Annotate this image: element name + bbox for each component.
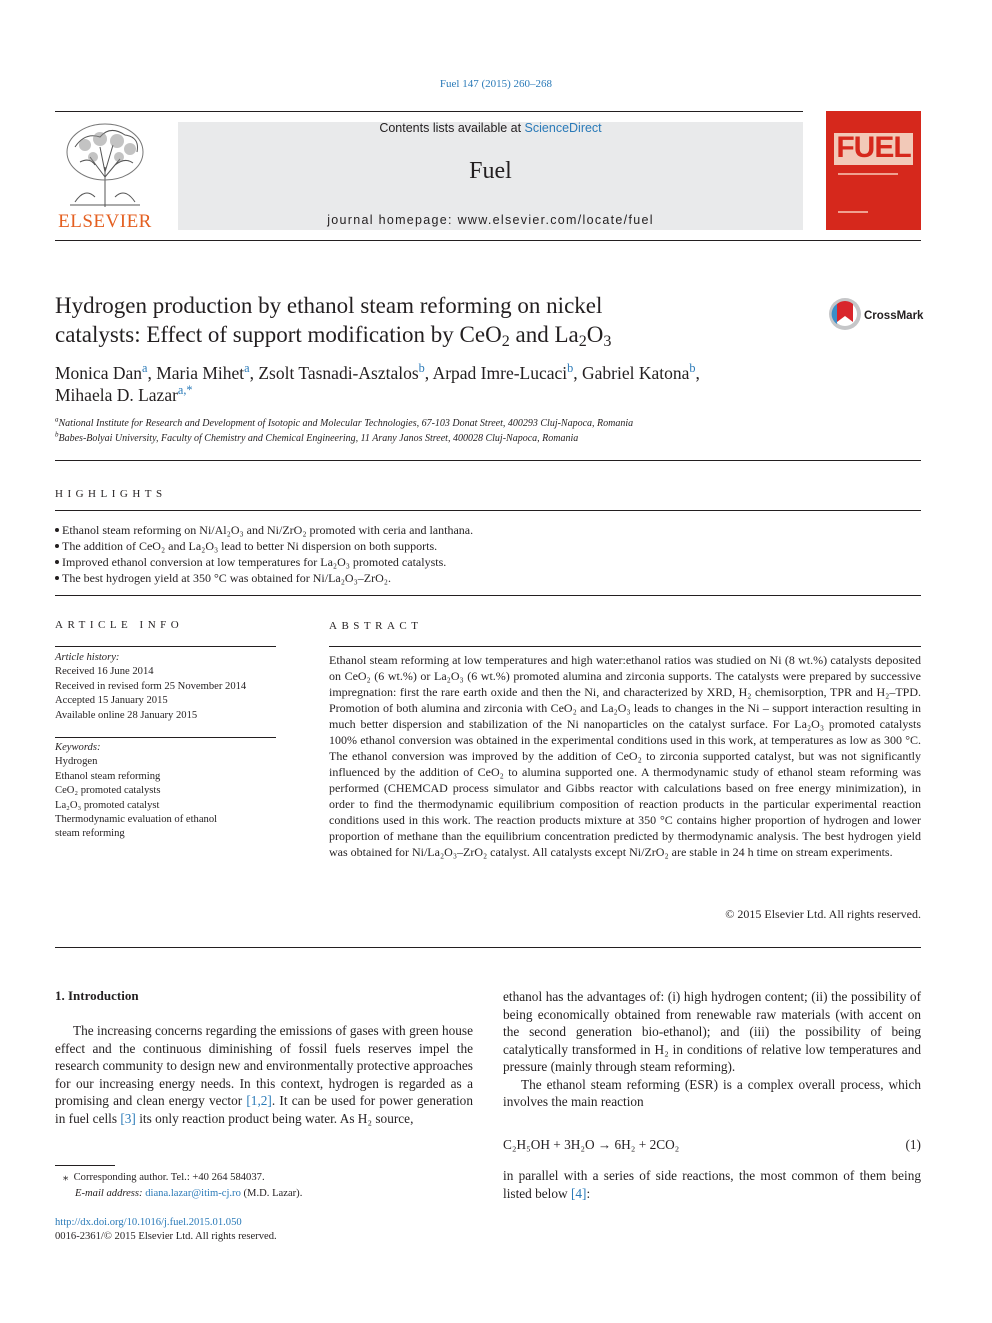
keyword-item: La₂O₃ promoted catalyst [55,799,160,811]
highlights-rule [55,510,921,511]
keyword-item: steam reforming [55,828,125,840]
email-note: E-mail address: diana.lazar@itim-cj.ro (M.D. Lazar). [75,1188,303,1199]
article-info-heading: ARTICLE INFO [55,619,184,631]
author-affiliation-marker[interactable]: a,* [177,383,193,398]
citation-link[interactable]: [4] [570,1185,587,1201]
title-line-1: Hydrogen production by ethanol steam reforming on nickel [55,293,603,318]
highlights-list [55,522,921,586]
highlight-item: Improved ethanol conversion at low temperatures for La₂O₃ promoted catalysts. [55,554,921,570]
abstract-text: Ethanol steam reforming at low temperatures and high water:ethanol ratios was studied on Ni (8 wt.%) catalysts deposited on CeO₂ (6 wt.%) or La₂O₃ (6 wt.%) promoted alumina and zirconia supports. The catalysts were prepared by successive impregnation: first the rare earth oxide and then the Ni, and characterized by XRD, H₂ chemisorption, TPR and H₂–TPD. Promotion of both alumina and zirconia with CeO₂ and La₂O₃ leads to changes in the Ni – support interaction resulting in much better dispersion and stabilization of the Ni nanoparticles on the catalyst surface. For La₂O₃ promoted catalysts 100% ethanol conversion was obtained in the experimental conditions used in this work, at temperatures as low as 300 °C. The ethanol conversion was improved by the addition of CeO₂ to zirconia supported catalyst, but was not significantly influenced by the addition of CeO₂ to alumina supported one. A thermodynamic study of ethanol steam reforming was performed (CHEMCAD process simulator and Gibbs reactor with calculations based on free energy minimization), in order to find the thermodynamic equilibrium composition of reaction products in the particular experimental reaction conditions used in this work. The reaction products mixture at 350 °C contains higher proportion of hydrogen and lower proportion of methane than the equilibrium concentration predicted by thermodynamic analysis. The best hydrogen yield was obtained for Ni/La₂O₃–ZrO₂ catalyst. All catalysts except Ni/ZrO₂ are stable in 24 h time on stream experiments. [329,653,921,859]
author-list: Monica Dan$^a$, Maria Mihet$^a$, Zsolt Tasnadi-Asztalos$^b$, Arpad Imre-Lucaci$^b$, Gabriel Katona$^b$, Mihaela D. Lazar$^{a,*}$ [55,361,700,405]
keywords-rule [55,737,276,738]
crossmark-label: CrossMark [864,310,924,322]
author-affiliation-marker[interactable]: a [142,361,148,376]
footnotes [55,1170,475,1202]
bullet-icon [55,544,59,548]
article-history [55,651,285,723]
abstract-heading: ABSTRACT [329,620,423,632]
highlights-bottom-rule [55,595,921,596]
history-item: Available online 28 January 2015 [55,709,198,721]
keyword-item: Hydrogen [55,756,98,768]
keyword-item: Thermodynamic evaluation of ethanol [55,814,218,826]
keyword-item: Ethanol steam reforming [55,770,161,782]
highlights-heading: HIGHLIGHTS [55,488,167,500]
abstract-rule [329,646,921,647]
author-name[interactable]: Gabriel Katona [582,363,690,383]
paragraph: in parallel with a series of side reactions, the most common of them being listed below [4]: [503,1168,921,1201]
author-name[interactable]: Zsolt Tasnadi-Asztalos [258,363,419,383]
title-line-2: catalysts: Effect of support modification by CeO$_2$ and $La_2O_3$ [55,322,612,351]
journal-homepage [178,213,803,227]
author-affiliation-marker[interactable]: b [689,361,696,376]
elsevier-wordmark: ELSEVIER [58,211,152,232]
author-name[interactable]: Monica Dan [55,363,142,383]
contents-prefix: Contents lists available at [379,121,525,135]
header-bottom-rule [55,240,921,241]
sciencedirect-link[interactable]: ScienceDirect [524,121,602,135]
affiliation-b: $^b$Babes-Bolyai University, Faculty of Chemistry and Chemical Engineering, 11 Arany Janos Street, 400028 Cluj-Napoca, Romania [55,430,579,444]
journal-cover-image [826,111,921,230]
journal-reference-link[interactable]: Fuel 147 (2015) 260–268 [439,78,553,90]
paragraph: ethanol has the advantages of: (i) high hydrogen content; (ii) the possibility of being economically obtained from renewable raw materials (with accent on the second generation bio-ethanol); and (iii) the possibility of being catalytically transformed in H₂ in conditions of relative low temperatures and pressure (mainly through steam reforming). [503,989,921,1074]
highlight-item: The addition of CeO₂ and La₂O₃ lead to better Ni dispersion on both supports. [55,538,921,554]
equation-number: (1) [905,1137,921,1152]
article-title [55,291,755,349]
abstract-bottom-rule [55,947,921,948]
keyword-item: CeO₂ promoted catalysts [55,785,161,797]
history-item: Received in revised form 25 November 2014 [55,680,247,692]
affiliation-a: $^a$National Institute for Research and Development of Isotopic and Molecular Technologies, 67-103 Donat Street, 400293 Cluj-Napoca, Romania [55,415,634,429]
citation-link[interactable]: [3] [120,1110,136,1126]
citation-link[interactable]: [1,2] [246,1093,272,1108]
author-affiliation-marker[interactable]: b [418,361,425,376]
author-name[interactable]: Arpad Imre-Lucaci [432,363,568,383]
reaction-equation: C₂H₅OH + 3H₂O → 6H₂ + 2CO₂ [503,1137,680,1152]
asterisk-icon: ⁎ [63,1172,69,1183]
contents-availability [178,121,803,135]
header-top-rule [55,111,803,112]
history-item: Received 16 June 2014 [55,666,154,678]
history-label: Article history: [55,652,120,663]
bullet-icon [55,560,59,564]
cover-title: FUEL [836,131,911,164]
article-info-rule [55,646,276,647]
homepage-url-link[interactable]: www.elsevier.com/locate/fuel [457,213,654,227]
introduction-left-column [55,1022,473,1127]
author-name[interactable]: Mihaela D. Lazar [55,385,178,405]
highlight-item: The best hydrogen yield at 350 °C was obtained for Ni/La₂O₃–ZrO₂. [55,570,921,586]
section-divider [55,460,921,461]
crossmark-icon [827,296,863,332]
keywords-label: Keywords: [55,742,101,753]
introduction-right-column [503,988,921,1111]
bullet-icon [55,528,59,532]
corresponding-author-note: ⁎ Corresponding author. Tel.: +40 264 584037. [63,1172,265,1183]
keywords [55,741,285,842]
author-affiliation-marker[interactable]: a [244,361,250,376]
issn-copyright: 0016-2361/© 2015 Elsevier Ltd. All rights reserved. [55,1231,277,1242]
paragraph: The increasing concerns regarding the emissions of gases with green house effect and the continuous diminishing of fossil fuels reserves impel the research community to design new and environmentally protective approaches for our increasing energy needs. In this context, hydrogen is regarded as a promising and clean energy vector [1,2]. It can be used for power generation in fuel cells [3] its only reaction product being water. As H₂ source, [55,1023,473,1126]
doi-link[interactable]: http://dx.doi.org/10.1016/j.fuel.2015.01.050 [55,1217,242,1228]
journal-name: Fuel [469,158,512,184]
introduction-heading: 1. Introduction [55,988,139,1003]
author-name[interactable]: Maria Mihet [156,363,245,383]
footnote-rule [55,1165,115,1166]
email-link[interactable]: diana.lazar@itim-cj.ro [145,1188,241,1199]
homepage-label: journal homepage: [327,213,458,227]
history-item: Accepted 15 January 2015 [55,695,168,707]
abstract-copyright: © 2015 Elsevier Ltd. All rights reserved. [725,907,921,921]
author-affiliation-marker[interactable]: b [567,361,574,376]
highlight-item: Ethanol steam reforming on Ni/Al₂O₃ and Ni/ZrO₂ promoted with ceria and lanthana. [55,522,921,538]
bullet-icon [55,576,59,580]
paragraph: The ethanol steam reforming (ESR) is a complex overall process, which involves the main reaction [503,1076,921,1109]
